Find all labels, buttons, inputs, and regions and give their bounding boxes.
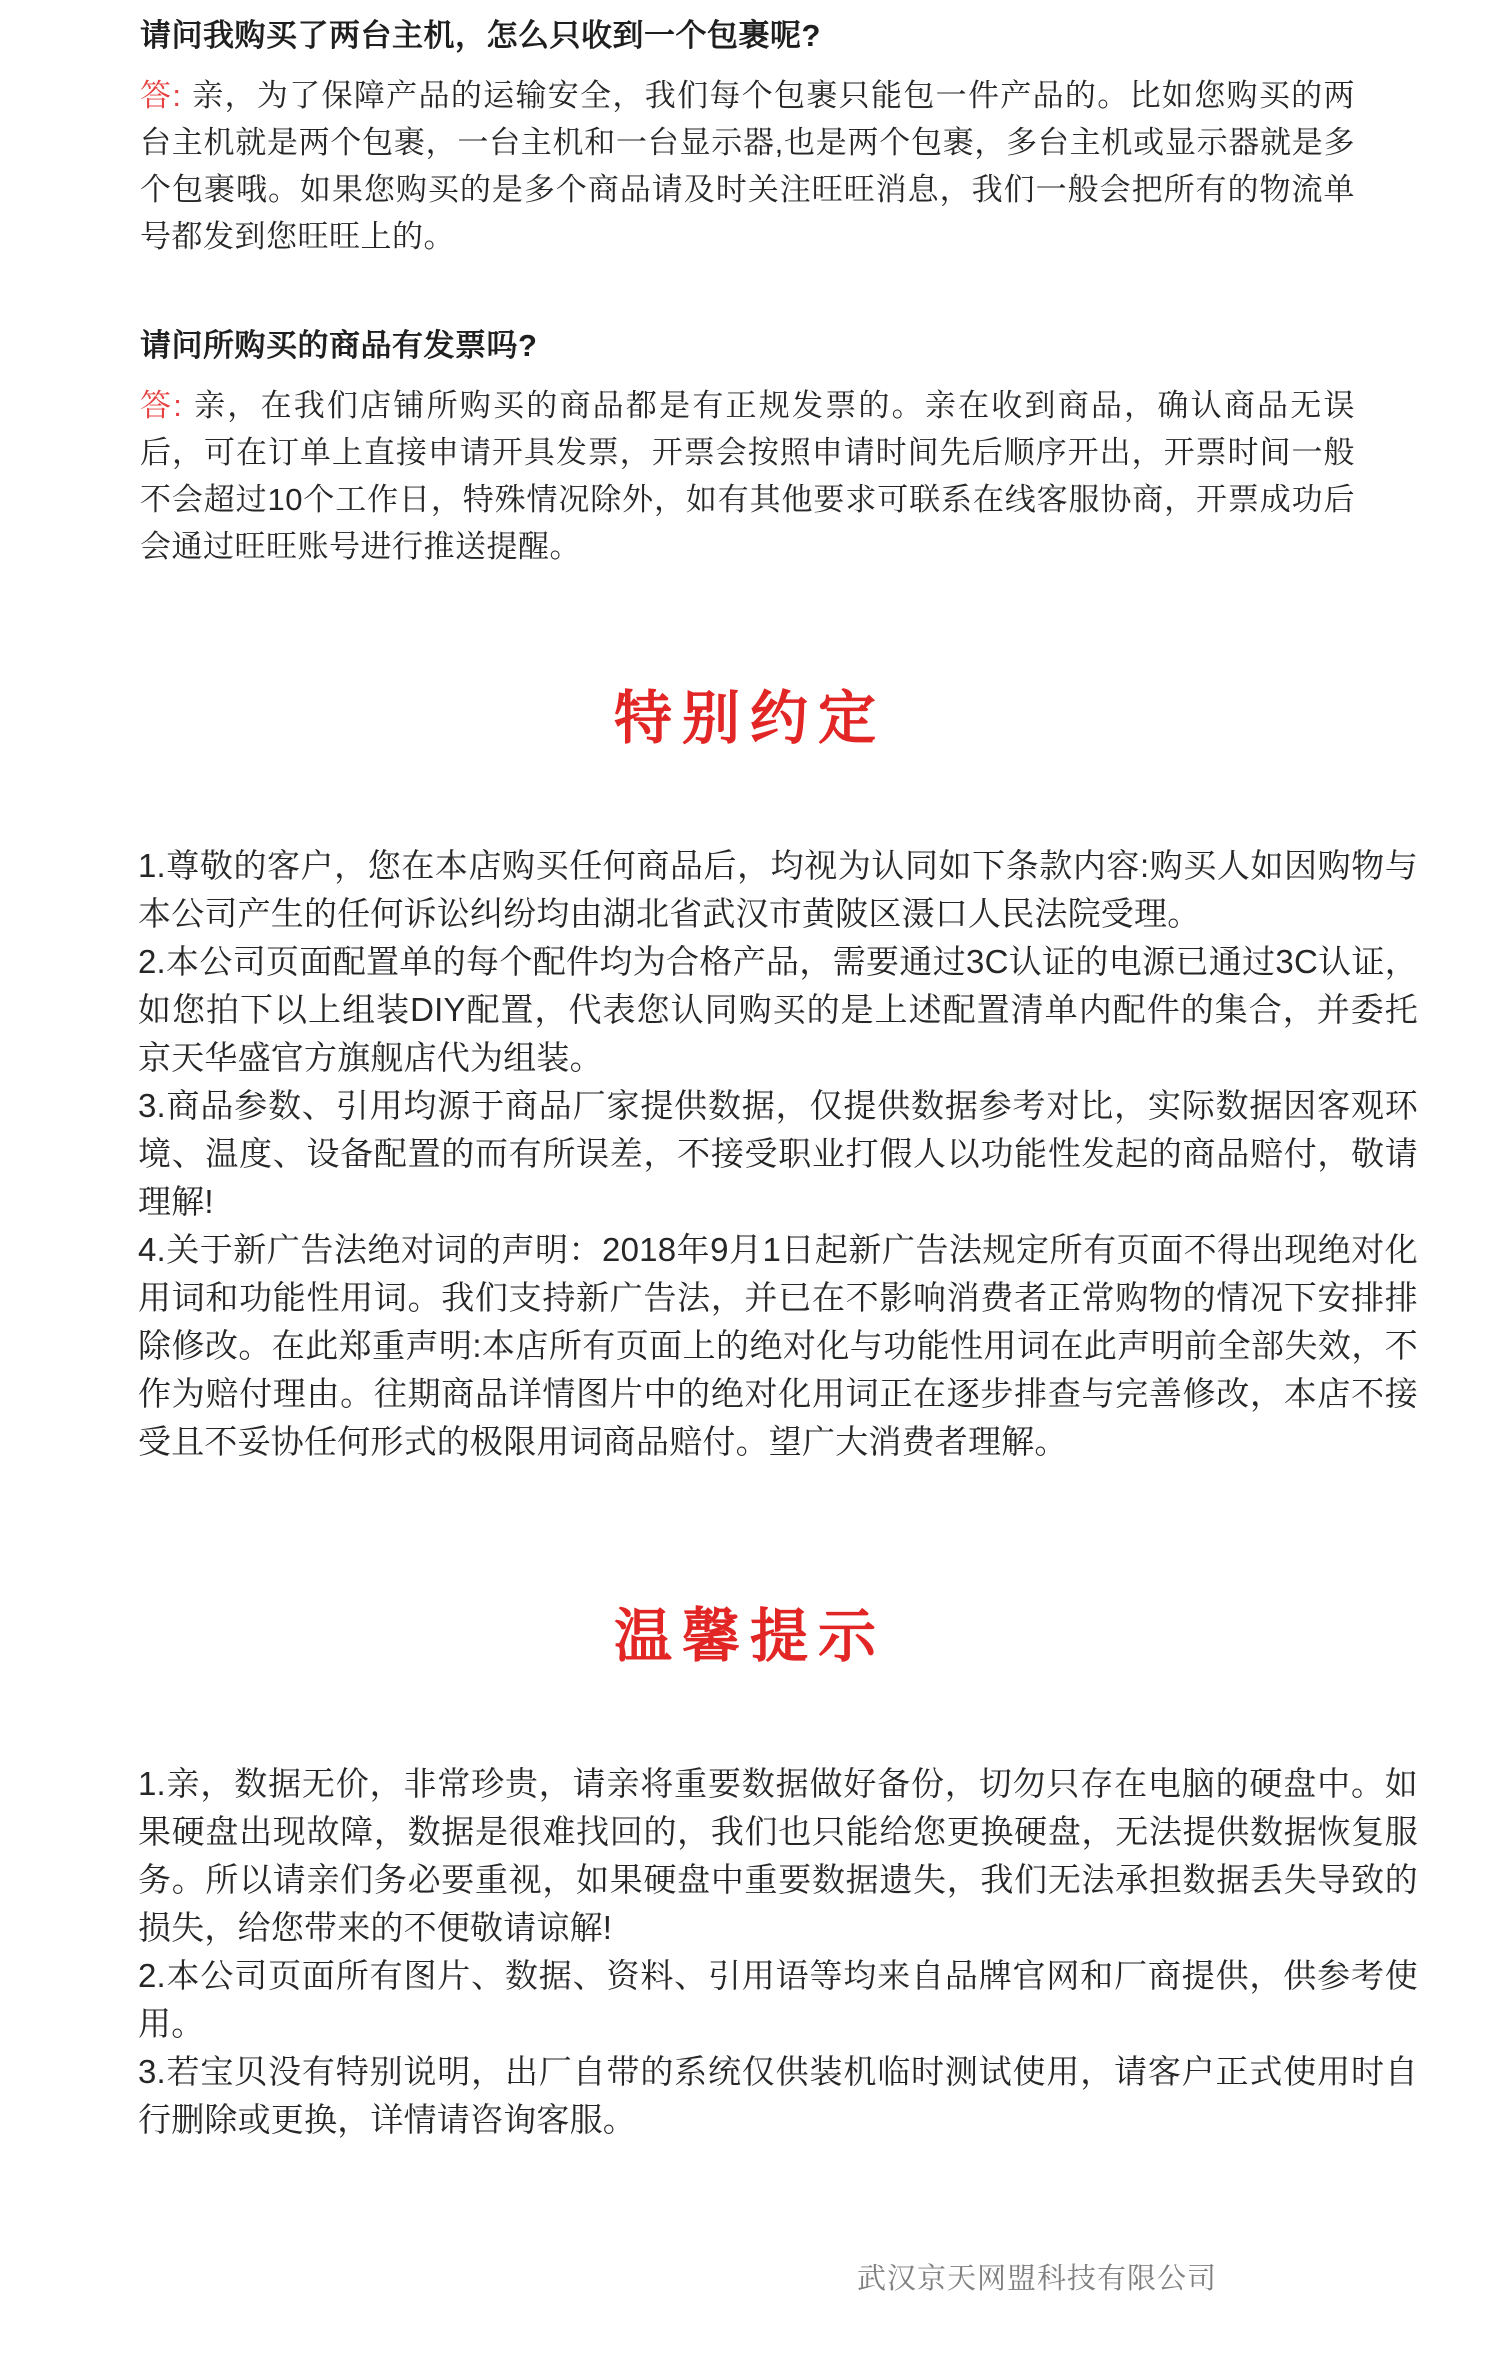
answer-label: 答:: [140, 78, 182, 113]
faq-answer: [140, 382, 1355, 570]
special-agreement-paragraphs: [0, 842, 1500, 1466]
warm-tips-title: 温馨提示: [613, 1604, 886, 1669]
faq-question: 请问我购买了两台主机，怎么只收到一个包裹呢?: [140, 18, 821, 53]
faq-item: [140, 14, 1355, 260]
special-agreement-section: [0, 688, 1500, 1466]
warm-tips-paragraph: 3.若宝贝没有特别说明，出厂自带的系统仅供装机临时测试使用，请客户正式使用时自行删除或更换，详情请咨询客服。: [138, 2053, 1418, 2138]
warm-tips-paragraphs: [0, 1760, 1500, 2144]
faq-answer-text: 亲，在我们店铺所购买的商品都是有正规发票的。亲在收到商品，确认商品无误后，可在订单上直接申请开具发票，开票会按照申请时间先后顺序开出，开票时间一般不会超过10个工作日，特殊情况除外，如有其他要求可联系在线客服协商，开票成功后会通过旺旺账号进行推送提醒。: [140, 388, 1355, 564]
special-agreement-paragraph: 4.关于新广告法绝对词的声明：2018年9月1日起新广告法规定所有页面不得出现绝对化用词和功能性用词。我们支持新广告法，并已在不影响消费者正常购物的情况下安排排除修改。在此郑重声明:本店所有页面上的绝对化与功能性用词在此声明前全部失效，不作为赔付理由。往期商品详情图片中的绝对化用词正在逐步排查与完善修改，本店不接受且不妥协任何形式的极限用词商品赔付。望广大消费者理解。: [138, 1231, 1418, 1460]
footer: [0, 2262, 1500, 2366]
special-agreement-paragraph: 2.本公司页面配置单的每个配件均为合格产品，需要通过3C认证的电源已通过3C认证，如您拍下以上组装DIY配置，代表您认同购买的是上述配置清单内配件的集合，并委托京天华盛官方旗舰店代为组装。: [138, 943, 1418, 1076]
faq-question: 请问所购买的商品有发票吗?: [140, 328, 538, 363]
company-name: 武汉京天网盟科技有限公司: [856, 2263, 1217, 2295]
faq-answer: [140, 72, 1355, 260]
faq-section: [0, 14, 1500, 570]
faq-answer-text: 亲，为了保障产品的运输安全，我们每个包裹只能包一件产品的。比如您购买的两台主机就是两个包裹，一台主机和一台显示器,也是两个包裹，多台主机或显示器就是多个包裹哦。如果您购买的是多个商品请及时关注旺旺消息，我们一般会把所有的物流单号都发到您旺旺上的。: [140, 78, 1355, 254]
warm-tips-section: [0, 1606, 1500, 2144]
faq-item: [140, 324, 1355, 570]
special-agreement-paragraph: 1.尊敬的客户，您在本店购买任何商品后，均视为认同如下条款内容:购买人如因购物与本公司产生的任何诉讼纠纷均由湖北省武汉市黄陂区滠口人民法院受理。: [138, 847, 1418, 932]
warm-tips-paragraph: 1.亲，数据无价，非常珍贵，请亲将重要数据做好备份，切勿只存在电脑的硬盘中。如果硬盘出现故障，数据是很难找回的，我们也只能给您更换硬盘，无法提供数据恢复服务。所以请亲们务必要重视，如果硬盘中重要数据遗失，我们无法承担数据丢失导致的损失，给您带来的不便敬请谅解!: [138, 1765, 1418, 1946]
warm-tips-paragraph: 2.本公司页面所有图片、数据、资料、引用语等均来自品牌官网和厂商提供，供参考使用。: [138, 1957, 1418, 2042]
answer-label: 答:: [140, 388, 183, 423]
special-agreement-paragraph: 3.商品参数、引用均源于商品厂家提供数据，仅提供数据参考对比，实际数据因客观环境、温度、设备配置的而有所误差，不接受职业打假人以功能性发起的商品赔付，敬请理解!: [138, 1087, 1418, 1220]
special-agreement-title: 特别约定: [613, 686, 886, 751]
